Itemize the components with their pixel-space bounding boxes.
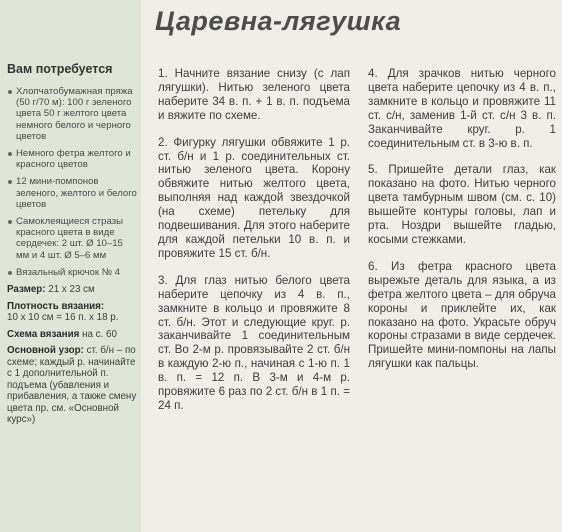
materials-heading: Вам потребуется <box>7 62 113 76</box>
requirement-rhinestones: Самоклеящиеся стразы красного цвета в виде сердечек: 2 шт. Ø 10–15 мм и 4 шт. Ø 5–6 мм <box>7 216 137 261</box>
size-label: Размер: <box>7 284 46 296</box>
density-value: 10 х 10 см = 16 п. х 18 р. <box>7 312 119 324</box>
instructions-column-left <box>158 67 350 426</box>
instruction-step-5: 5. Пришейте детали глаз, как показано на фото. Нитью черного цвета тамбурным швом (см. с. 10) вышейте контуры головы, лап и рта. Ноздри вышейте гладью, косыми стежками. <box>368 163 556 246</box>
pattern-label: Основной узор: <box>7 345 84 357</box>
scheme-label: Схема вязания <box>7 328 80 340</box>
instruction-step-1: 1. Начните вязание снизу (с лап лягушки). Нитью зеленого цвета наберите 34 в. п. + 1 в. п. подъема и вяжите по схеме. <box>158 67 350 122</box>
title-block <box>155 6 401 37</box>
instruction-step-2: 2. Фигурку лягушки обвяжите 1 р. ст. б/н и 1 р. соединительных ст. нитью зеленого цвета. Корону обвяжите нитью желтого цвета, выполняя над каждой звездочкой (на схеме) петельку для подвешивания. Для этого наберите для каждой петельки 10 в. п. и провяжите 15 ст. б/н. <box>158 135 350 260</box>
density-info <box>7 301 137 324</box>
materials-sidebar <box>0 0 141 532</box>
requirement-felt: Немного фетра желтого и красного цветов <box>7 148 137 170</box>
scheme-value: на с. 60 <box>82 328 117 340</box>
scheme-info <box>7 329 137 341</box>
requirement-pompoms: 12 мини-помпонов зеленого, желтого и белого цветов <box>7 176 137 210</box>
requirement-hook: Вязальный крючок № 4 <box>7 267 137 278</box>
instruction-step-4: 4. Для зрачков нитью черного цвета наберите цепочку из 4 в. п., замкните в кольцо и провяжите 11 ст. с/н, заменив 1-й ст. с/н 3 в. п. Заканчивайте круг. р. 1 соединительным ст. в 3-ю в. п. <box>368 67 556 150</box>
pattern-value: ст. б/н – по схеме; каждый р. начинайте с 1 дополнительной п. подъема (убавления и прибавления, а также смену цвета пр. см. «Основной курс») <box>7 345 137 426</box>
instructions-column-right <box>368 67 556 384</box>
page-title: Царевна-лягушка <box>155 6 402 36</box>
instruction-step-6: 6. Из фетра красного цвета вырежьте деталь для языка, а из фетра желтого цвета – для обруча короны и приклейте их, как показано на фото. Украсьте обруч короны стразами в виде сердечек. Пришейте мини-помпоны на лапы лягушки как пальцы. <box>368 259 556 371</box>
density-label: Плотность вязания: <box>7 300 105 312</box>
size-value: 21 х 23 см <box>48 284 95 296</box>
requirement-yarn: Хлопчатобумажная пряжа (50 г/70 м): 100 г зеленого цвета 50 г желтого цвета немного белого и черного цветов <box>7 86 137 142</box>
size-info <box>7 284 137 296</box>
instruction-step-3: 3. Для глаз нитью белого цвета наберите цепочку из 4 в. п., замкните в кольцо и провяжите 8 ст. б/н. Этот и следующие круг. р. заканчивайте 1 соединительным ст. Во 2-м р. провязывайте 2 ст. б/н в каждую 2-ю п., начиная с 1-ю п. 1 в. п. = 12 п. В 3-м и 4-м р. провяжите 6 раз по 2 ст. б/н в 1 п. = 24 п. <box>158 273 350 412</box>
pattern-info <box>7 345 137 426</box>
